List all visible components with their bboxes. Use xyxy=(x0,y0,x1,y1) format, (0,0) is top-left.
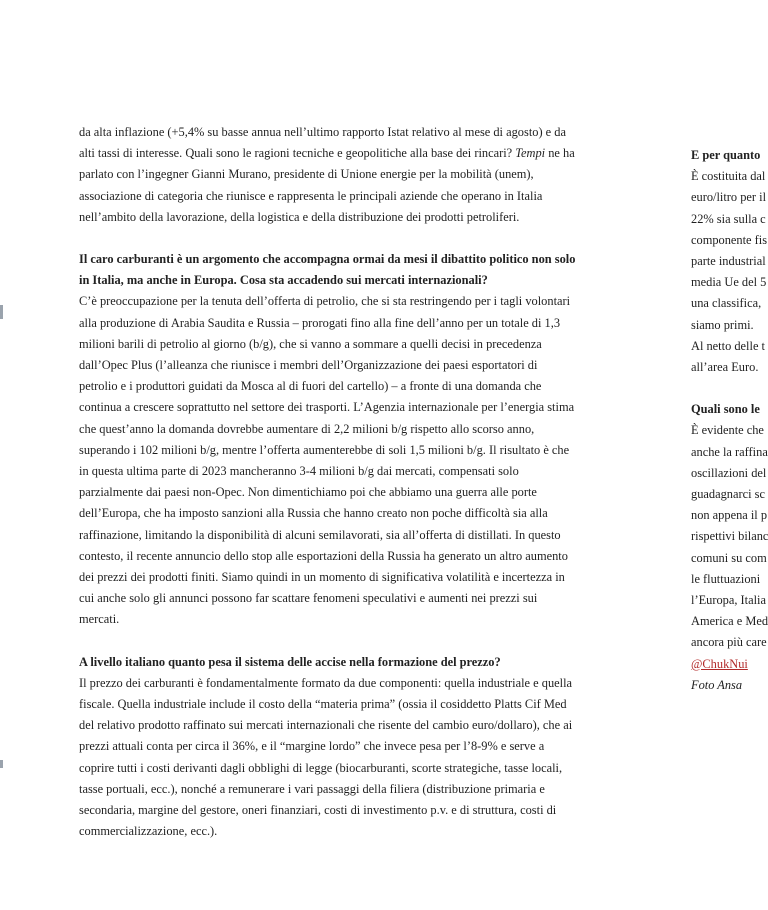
article-side-column xyxy=(691,145,768,696)
text-line: nell’ambito della lavorazione, della logistica e della distribuzione dei prodotti petroliferi. xyxy=(79,209,520,224)
question-heading xyxy=(79,652,609,673)
text-line: Quali sono le xyxy=(691,402,760,417)
text-line: rispettivi bilanc xyxy=(691,529,768,544)
text-line: media Ue del 5 xyxy=(691,275,767,290)
text-line: E per quanto xyxy=(691,148,761,162)
text-line: anche la raffina xyxy=(691,444,768,459)
text-line: superando i 102 milioni b/g, mentre l’offerta aumenterebbe di soli 1,5 milioni b/g. Il risultato è che xyxy=(79,442,570,457)
text-line: associazione di categoria che riunisce e rappresenta le principali aziende che operano in Italia xyxy=(79,188,543,203)
text-segment: ne ha xyxy=(545,146,575,161)
text-line: guadagnarci sc xyxy=(691,487,765,502)
text-line: Il prezzo dei carburanti è fondamentalmente formato da due componenti: quella industriale e quella xyxy=(79,675,573,690)
text-line: del relativo prodotto raffinato sui mercati internazionali che risente del cambio euro/dollaro), che ai xyxy=(79,718,573,733)
text-line: A livello italiano quanto pesa il sistema delle accise nella formazione del prezzo? xyxy=(79,654,501,669)
text-line: oscillazioni del xyxy=(691,465,767,480)
article-main-column xyxy=(79,122,609,843)
text-line: da alta inflazione (+5,4% su basse annua nell’ultimo rapporto Istat relativo al mese di agosto) e da xyxy=(79,125,566,139)
text-line: contesto, il recente annuncio dello stop alle esportazioni della Russia ha generato un altro aumento xyxy=(79,548,568,563)
question-heading xyxy=(691,399,768,420)
text-line: parzialmente dai paesi non-Opec. Non dimentichiamo poi che abbiamo una guerra alle porte xyxy=(79,485,537,500)
text-line: Il caro carburanti è un argomento che accompagna ormai da mesi il dibattito politico non solo xyxy=(79,252,576,267)
text-segment: alti tassi di interesse. Quali sono le ragioni tecniche e geopolitiche alla base dei rincari? xyxy=(79,146,516,161)
text-line: alla produzione di Arabia Saudita e Russia – prorogati fino alla fine dell’anno per un totale di 1,3 xyxy=(79,315,561,330)
text-line: È evidente che xyxy=(691,423,764,438)
text-line: parte industrial xyxy=(691,254,766,269)
text-line: non appena il p xyxy=(691,508,768,523)
text-line: una classifica, xyxy=(691,296,762,311)
text-line: fiscale. Quella industriale include il costo della “materia prima” (ossia il cosiddetto Platts Cif Med xyxy=(79,697,567,712)
text-line: prezzi attuali conta per circa il 36%, e il “margine lordo” che invece pesa per l’8-9% e serve a xyxy=(79,739,545,754)
text-line: in questa ultima parte di 2023 mancheranno 3-4 milioni b/g dai mercati, compensati solo xyxy=(79,464,519,479)
text-line: tasse portuali, ecc.), nonché a remunerare i vari passaggi della filiera (distribuzione primaria e xyxy=(79,781,545,796)
text-line: Al netto delle t xyxy=(691,338,765,353)
photo-credit: Foto Ansa xyxy=(691,677,743,692)
text-line: commercializzazione, ecc.). xyxy=(79,824,218,839)
text-line: 22% sia sulla c xyxy=(691,211,766,226)
text-line: C’è preoccupazione per la tenuta dell’offerta di petrolio, che si sta restringendo per i tagli volontari xyxy=(79,294,571,309)
left-edge-mark xyxy=(0,305,3,319)
text-line: euro/litro per il xyxy=(691,190,767,205)
text-line: cui anche solo gli annunci possono far scattare fenomeni speculativi e aumenti nei prezzi sui xyxy=(79,591,538,606)
text-line: raffinazione, limitando la disponibilità di alcuni semilavorati, sia all’offerta di distillati. In questo xyxy=(79,527,561,542)
text-line: siamo primi. xyxy=(691,317,754,332)
text-line: componente fis xyxy=(691,232,768,247)
author-link[interactable]: @ChukNui xyxy=(691,656,748,671)
text-line: dell’Europa, che ha imposto sanzioni alla Russia che hanno creato non poche difficoltà sia alla xyxy=(79,506,548,521)
intro-paragraph xyxy=(79,122,609,228)
answer-paragraph xyxy=(691,166,768,378)
question-heading xyxy=(79,249,609,291)
left-edge-mark xyxy=(0,760,3,768)
text-line: continua a crescere soprattutto nel settore dei trasporti. L’Agenzia internazionale per l’energia stima xyxy=(79,400,575,415)
answer-paragraph xyxy=(79,673,609,843)
text-line: mercati. xyxy=(79,612,120,627)
text-line xyxy=(79,143,609,164)
text-line: America e Med xyxy=(691,614,768,629)
text-line: parlato con l’ingegner Gianni Murano, presidente di Unione energie per la mobilità (unem), xyxy=(79,167,534,182)
text-line: dall’Opec Plus (l’alleanza che riunisce i membri dell’Organizzazione dei paesi esportatori di xyxy=(79,358,538,373)
answer-paragraph xyxy=(691,420,768,653)
text-line: ancora più care xyxy=(691,635,767,650)
text-line: È costituita dal xyxy=(691,169,766,184)
text-line: dei prezzi dei prodotti finiti. Siamo quindi in un momento di significativa volatilità e incertezza in xyxy=(79,570,565,585)
answer-paragraph xyxy=(79,291,609,630)
text-line: petrolio e i produttori guidati da Mosca al di fuori del cartello) – a fronte di una domanda che xyxy=(79,379,542,394)
text-line: che quest’anno la domanda dovrebbe aumentare di 2,2 milioni b/g rispetto allo scorso anno, xyxy=(79,421,535,436)
text-line: coprire tutti i costi derivanti dagli obblighi di legge (biocarburanti, scorte strategiche, tasse locali, xyxy=(79,760,563,775)
text-line: milioni barili di petrolio al giorno (b/g), che si vanno a sommare a quelli decisi in precedenza xyxy=(79,336,542,351)
text-line: all’area Euro. xyxy=(691,360,759,375)
text-line: secondaria, margine del gestore, oneri finanziari, costi di investimento p.v. e di struttura, costi di xyxy=(79,803,557,818)
text-line: l’Europa, Italia xyxy=(691,593,766,608)
text-line: in Italia, ma anche in Europa. Cosa sta accadendo sui mercati internazionali? xyxy=(79,273,488,288)
question-heading xyxy=(691,145,768,166)
text-line: comuni su com xyxy=(691,550,767,565)
text-line: le fluttuazioni xyxy=(691,571,761,586)
magazine-name: Tempi xyxy=(515,146,546,161)
